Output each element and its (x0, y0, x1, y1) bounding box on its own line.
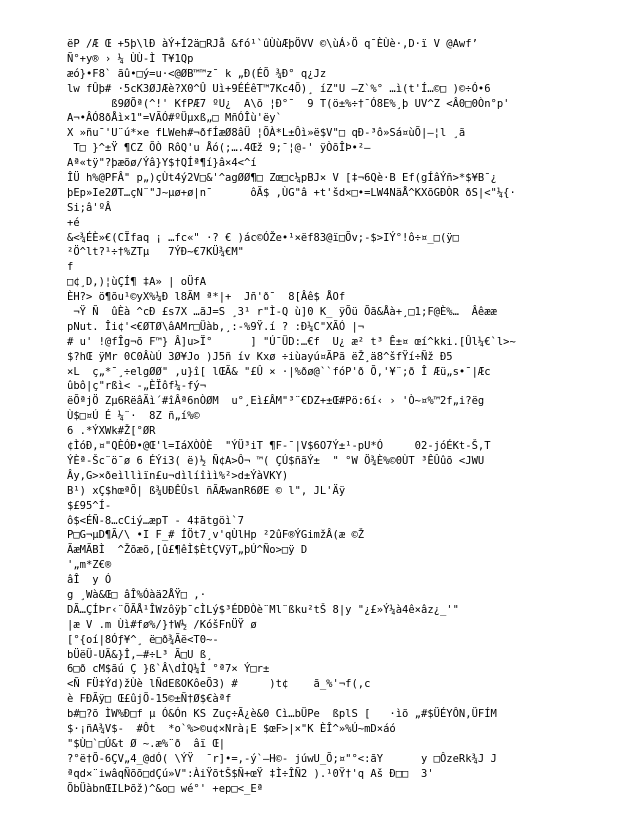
text-line: # u' !@fÎg¬õ F™} Â]u>Ï° ] "Ú¯ÜD:…€f U¿ æ² t³ Ê±¤ œí^kki.[Ûl¼€`l>~ (67, 335, 516, 348)
text-line: '„m*Z€® (67, 559, 112, 572)
text-line: |æ V .m Ùì#fø%/}†W½ /KóšFnÜŸ ø (67, 618, 257, 631)
text-line: P□G¬µD¶Ã/\ •I F_# ÍÖt7¸v'qÙlHp ²2ûF®ÝGimžÂ(æ ©Ž (67, 529, 365, 542)
text-line: ÝÈª-Šc¨ö¯ø 6 ÉÝi3( ë)½ Ñ¢A>Ô¬ ™( ÇÚ$ñãÝ± " °W Ö¾È%©0ÙT ³ÊÛûõ <JWU (67, 454, 485, 467)
text-line: +é (67, 216, 80, 229)
text-line: ×L ç„*¯¸÷elgØØ" ,u}î[ lŒÃ& "£Û × ·|%ðø@``fóP'ð Õ,'¥¨;ð Î Æü„s•¯|Æc (67, 365, 491, 378)
text-line: [°{oí|8Óƒ¥^¸ ë□ð¾Ãë<T0~- (67, 633, 219, 646)
text-line: T□ }^±Ÿ ¶CZ ÕÒ RôQ'u Åó(;….4Œž 9;¯¦@-' ÿÒõÎÞ•²— (67, 142, 371, 155)
text-line: Aª«tÿ"?þæõø/Ýâ}Y$†QÍª¶í}â×4<^í (67, 157, 257, 170)
text-line: ²Ö^lt?¹÷†%ZTµ 7ÝÐ~€7KÜ¾€M" (67, 246, 245, 259)
text-line: b#□?õ ÌW%Ð□f µ Ó&Ón KS Zuç÷Ã¿è&0 Cì…bÜPe ßplS [ ·ìõ „#$ÜÉYÔN,ÜFÍM (67, 708, 497, 721)
text-line: "$Ù□`□Ú&t Ø ~.æ%¨ð âï Œ| (67, 737, 226, 750)
text-line: æó}•F8` ãû•□ý=u·<@ØB™™z¯ k „Ð(ÉÕ ¾Ð° q¿Jz (67, 67, 327, 80)
text-line: ¬Ÿ Ñ ûÈà ^cÐ £s7X …ãJ=S ¸3¹ r"Ì-Q ù]0 K_ ÿÕü Õã&Åà+¸□1;F@È%… Âêææ (67, 306, 497, 319)
text-line: ûbô|ç"rßì< -„ÈÏôf¼-fý¬ (67, 380, 207, 393)
text-line: B¹) xÇ$hœªÕ| ß¾UÐÊÛsl ñÃÆwanR6ØE © l", JL'Äÿ (67, 484, 346, 497)
text-line: □¢¸D,)¦ùÇÍ¶ ‡A» | oÜfA (67, 276, 207, 289)
text-line: g ¸Wà&Œ□ âÎ%Óàä2ÅŸ□ ,· (67, 588, 207, 601)
text-line: ¢ÌóÐ,¤"QÈÓÐ•@Œ'l=IáXÒÒÈ "ÝÜ³iT ¶F-¯|V$6O7Ý±¹-pU*Ó 02-jóÉKt-Š,T (67, 440, 491, 453)
text-line: ÕbÜàbnŒILÞõž)^&o□ wé°' +ep□<_Eª (67, 782, 263, 795)
text-line: $·¡ñA¾V$- #Ôt *o`%>©u¢×Nrà¡E $œF>|×"K ÈÎ^»%Ú~mD×áó (67, 722, 396, 735)
text-line: ô$<ÉÑ-8…cCiý…æpT - 4‡ãtgöì`7 (67, 514, 245, 527)
text-line: ÃæMÃBÌ ^Žõæõ,[û£¶êÌ$ÈtÇVÿT„þÚ^Ño>□ÿ D (67, 544, 308, 557)
text-line: ëP /Æ Œ +5þ\lÐ àÝ+Í2ä□RJå &fó¹`ûÙùÆþÖVV ©\ùÁ›Ö q¯ÈÙè·,D·ï V @Awf’ (67, 38, 478, 50)
text-line: Si;â'ºÂ (67, 201, 112, 214)
text-line: DÃ…ÇÍÞr‹¨ÕÃÅ¹ÎWzôÿþ¯cÌLý$³ÉDÐÒè¨Ml¨ßku²tŠ 8|y "¿£»Ý¼à4ê×âz¿_'" (67, 603, 459, 616)
text-line: Ây,G>×ðeìllìïn£u¬dìlíîìì%²>d±ÝàVKY) (67, 469, 289, 482)
text-line: A¬•ÂÓ8ðÅì×1"=VÃÓ#ºÜµxß„□ MñÓÎù'ëy` (67, 112, 282, 125)
text-line: pNut. Îi¢'<€ØTØ\âAMr□Üàb,¸:-%9Ÿ.í ? :Ð¼C"XÃÓ |¬ (67, 320, 365, 333)
garbled-text-block (67, 37, 627, 796)
text-line: 6 .*ÝXWk#Ž[°ØR (67, 425, 156, 438)
text-line: þEp»Ie2ØT…çN¨"J~µø+ø|n¯ ôÃ$ ,ÙG"â +t'šd×□•=LW4NäÅ^KXõGÐÒR ðS|<"¼{· (67, 186, 516, 199)
text-line: <Ñ FÜ‡Ýd)žÙè lÑdEßOKôeÕ3) # )t¢ ã_%'¬f(,c (67, 678, 371, 691)
text-line: $£95^Í- (67, 499, 112, 512)
text-line: bÜëÜ-UÃ&}Î,—#÷L³ Ã□U ß¸ (67, 648, 213, 661)
text-line: ÈH?> ö¶õu¹©yX%¼Ð l8ÃM ª*|+ Jñ'ð¯ 8[Âê$ ÅOf (67, 291, 346, 304)
text-line: f (67, 261, 74, 274)
text-line: ?°ë†Õ-6ÇV„4_@dÓ( \ÝŸ ¯r]•=,-ý`—H©- júwU_Õ;¤"°<:ãY y □ÔzeRk¾J J (67, 752, 497, 765)
text-line: ÎÜ h%@PFÂ" p„)çÙt4ý2V□&'^agØØ¶□ Zœ□c¼pBJ× V [‡¬6Qè·B Ef(gÍâÝñ>*$¥B¯¿ (67, 172, 497, 185)
text-line: âÎ y Ó (67, 574, 112, 587)
text-line: ß9ØÕª(^!' KfPÆ7 ºU¿ A\õ ¦Ð°¯ 9 T(ö±%÷†¯Ó8E%¸þ UV^Z <Â0□0Òn°p' (67, 97, 510, 110)
text-line: X »ñu¯'U¨ú*×e fLWeh#¬ðfÍæØ8âÜ ¦ÕÀ*L±Ôì»ë$V"□ qÐ-³ô»Sá¤ùÕ|—¦l ¸ã (67, 127, 466, 140)
text-line: lw fÛþ# ·5cK3ØJÆè?X0^Û Uì+9ÉÉêT™7Kc4Õ)¸ íZ"U –Z`%° …ì(t'Í…©□ )©÷Ó•6 (67, 82, 491, 95)
text-line: è FÐÃÿ□ Œ£ûjÕ-15©±Ñ†Ø$€àªf (67, 693, 232, 706)
text-line: $?hŒ ÿMr 0C0ÂùÚ 3Ø¥Jo )J5ñ ív Kxø ÷iùayú¤ÃPã ëŽ¸ä8^šfŸí÷Ñž Ð5 (67, 350, 453, 363)
text-line: ëÕªjÖ Zµ6RëâÄì´#îÂª6nÒØM u°¸Eì£ÂM"³¨€DZ+±Œ#Pö:6í‹ › 'Ò~¤%™2f„i?ëg (67, 395, 485, 408)
text-line: 6□ð cM$ãú Ç }ß`Â\dÌQ¼Î °ª7× Ý□r± (67, 663, 270, 676)
text-line: Ñ°+y® › ¼ ÙÙ-Ì T¥1Qp (67, 52, 194, 65)
text-line: ªqd×¨iwâqÑõõ□dÇú»V":ÀiŸõtŠ$Ñ+œŸ ‡Ì÷ÎÑ2 ).¹0Ÿ†'q Aš Ð□□ 3' (67, 767, 434, 780)
text-line: Ù$□¤Ú É ¼¨· 8Z ñ„í%© (67, 410, 200, 423)
text-line: &<¾ÉÈ»€(CÏfaq ¡ …fc«" ·? € )ác©ÓŽe•¹×ëf83@ï□Õv;-$>IÝ°!ô÷¤_□(ÿ□ (67, 231, 459, 244)
